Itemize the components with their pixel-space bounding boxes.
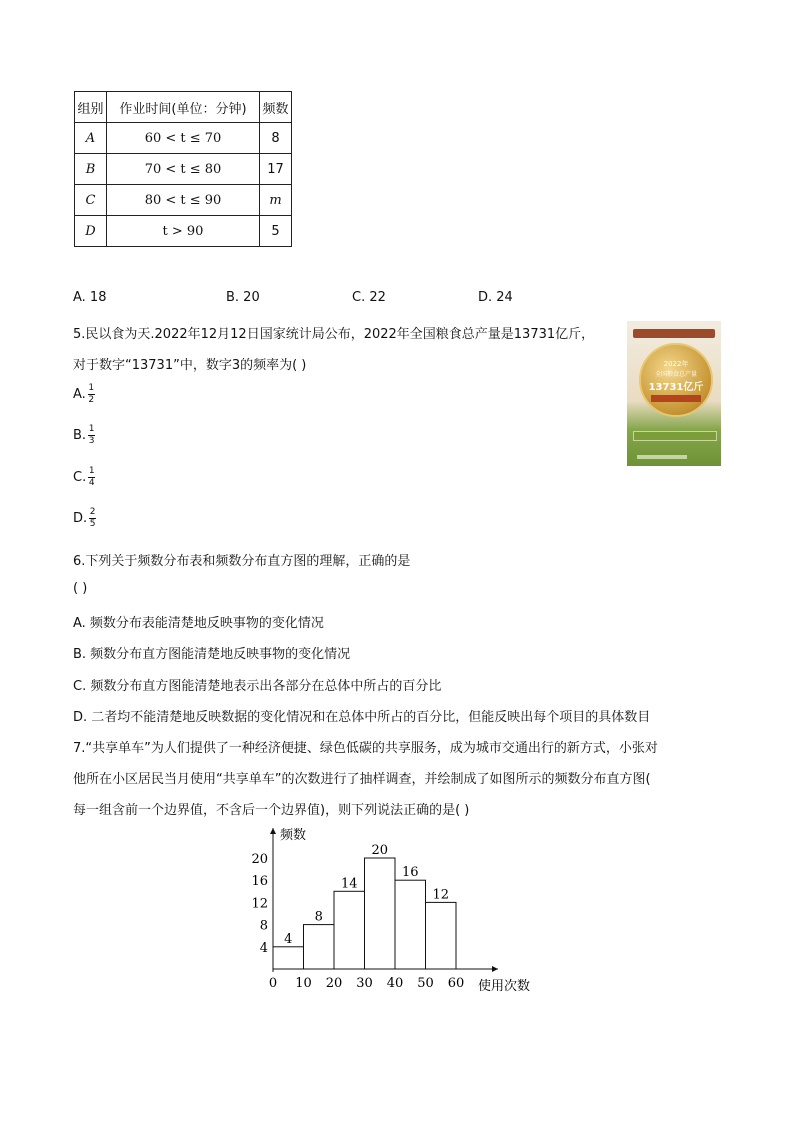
numerator: 1 [88,466,95,476]
poster-year: 2022年 [663,360,689,368]
q7-stem-line1: 7.“共享单车”为人们提供了一种经济便捷、绿色低碳的共享服务，成为城市交通出行的新方式，小张对 [73,741,658,756]
histogram-bar [334,891,365,969]
table-cell-count: 17 [260,154,292,185]
table-cell-count: m [260,185,292,216]
poster-bottom-bar [633,431,717,441]
bar-value-label: 4 [284,931,293,947]
table-row [75,154,292,185]
histogram-bar [273,947,304,969]
option-label: C. [73,470,87,485]
table-header-cell: 作业时间(单位：分钟) [107,92,260,123]
q5-option-c[interactable] [73,467,95,488]
denominator: 2 [88,395,95,405]
x-tick-label: 0 [268,976,278,991]
y-tick-label: 16 [251,874,268,890]
y-tick-label: 20 [251,852,268,867]
grain-output-poster-image [627,321,721,466]
q5-option-b[interactable] [73,425,95,446]
q6-option-b[interactable]: B. 频数分布直方图能清楚地反映事物的变化情况 [73,647,351,662]
bar-value-label: 8 [314,909,323,925]
x-tick-label: 60 [447,976,465,991]
denominator: 5 [89,519,96,529]
histogram-bar [395,880,426,969]
fraction [88,425,95,446]
table-cell-time: 80 < t ≤ 90 [107,185,260,216]
table-cell-count: 8 [260,123,292,154]
table-header-cell: 频数 [260,92,292,123]
q7-stem-line2: 他所在小区居民当月使用“共享单车”的次数进行了抽样调查，并绘制成了如图所示的频数分布直方图( [73,772,651,787]
q6-option-c[interactable]: C. 频数分布直方图能清楚地表示出各部分在总体中所占的百分比 [73,679,442,694]
table-cell-group: C [75,185,107,216]
q5-option-d[interactable] [73,508,96,529]
denominator: 4 [88,478,95,488]
poster-caption: 全国粮食总产量 [654,371,697,378]
x-tick-label: 50 [417,976,434,991]
y-axis-label: 频数 [280,828,307,843]
q4-option-a[interactable]: A. 18 [73,290,107,305]
x-tick-label: 20 [325,976,343,991]
bar-value-label: 16 [401,865,419,881]
q7-stem-line3: 每一组含前一个边界值，不含后一个边界值)，则下列说法正确的是( ) [73,803,470,818]
frequency-table [74,91,292,247]
poster-amount: 13731亿斤 [648,382,704,393]
q4-option-b[interactable]: B. 20 [226,290,260,305]
q5-stem-line2: 对于数字“13731”中，数字3的频率为( ) [73,358,307,373]
denominator: 3 [88,436,95,446]
option-label: B. [73,428,87,443]
usage-frequency-histogram [240,822,560,1002]
table-row [75,185,292,216]
x-tick-label: 30 [356,976,373,991]
q6-stem-line1: 6.下列关于频数分布表和频数分布直方图的理解，正确的是 [73,554,411,569]
y-tick-label: 8 [259,918,268,934]
fraction [89,508,96,529]
table-cell-time: 60 < t ≤ 70 [107,123,260,154]
q4-option-c[interactable]: C. 22 [352,290,386,305]
table-cell-count: 5 [260,216,292,247]
gold-medal-graphic [639,343,713,417]
bar-value-label: 20 [371,843,389,858]
bar-value-label: 12 [432,887,450,903]
table-header-row [75,92,292,123]
bar-value-label: 14 [340,876,358,892]
table-cell-group: A [75,123,107,154]
table-cell-group: B [75,154,107,185]
table-cell-time: 70 < t ≤ 80 [107,154,260,185]
table-cell-time: t > 90 [107,216,260,247]
histogram-bar [304,925,335,969]
q6-option-d[interactable]: D. 二者均不能清楚地反映数据的变化情况和在总体中所占的百分比，但能反映出每个项目的具体数目 [73,710,651,725]
poster-ribbon [651,395,701,402]
x-tick-label: 10 [295,976,312,991]
histogram-bar [365,858,396,969]
table-row [75,123,292,154]
q5-option-a[interactable] [73,384,95,405]
numerator: 1 [88,424,95,434]
q6-stem-line2: ( ) [73,581,88,596]
fraction [88,467,95,488]
table-row [75,216,292,247]
y-tick-label: 12 [251,896,268,912]
table-header-cell: 组别 [75,92,107,123]
x-axis-label: 使用次数 [478,979,531,994]
histogram-bar [426,902,457,969]
poster-banner [633,329,715,338]
option-label: D. [73,511,88,526]
q4-option-d[interactable]: D. 24 [478,290,513,305]
x-tick-label: 40 [386,976,404,991]
numerator: 1 [88,383,95,393]
option-label: A. [73,387,86,402]
fraction [88,384,95,405]
q5-stem-line1: 5.民以食为天.2022年12月12日国家统计局公布，2022年全国粮食总产量是13731亿斤， [73,327,595,342]
y-tick-label: 4 [259,940,268,956]
poster-footer [637,455,687,459]
numerator: 2 [89,507,96,517]
table-cell-group: D [75,216,107,247]
q6-option-a[interactable]: A. 频数分布表能清楚地反映事物的变化情况 [73,616,324,631]
